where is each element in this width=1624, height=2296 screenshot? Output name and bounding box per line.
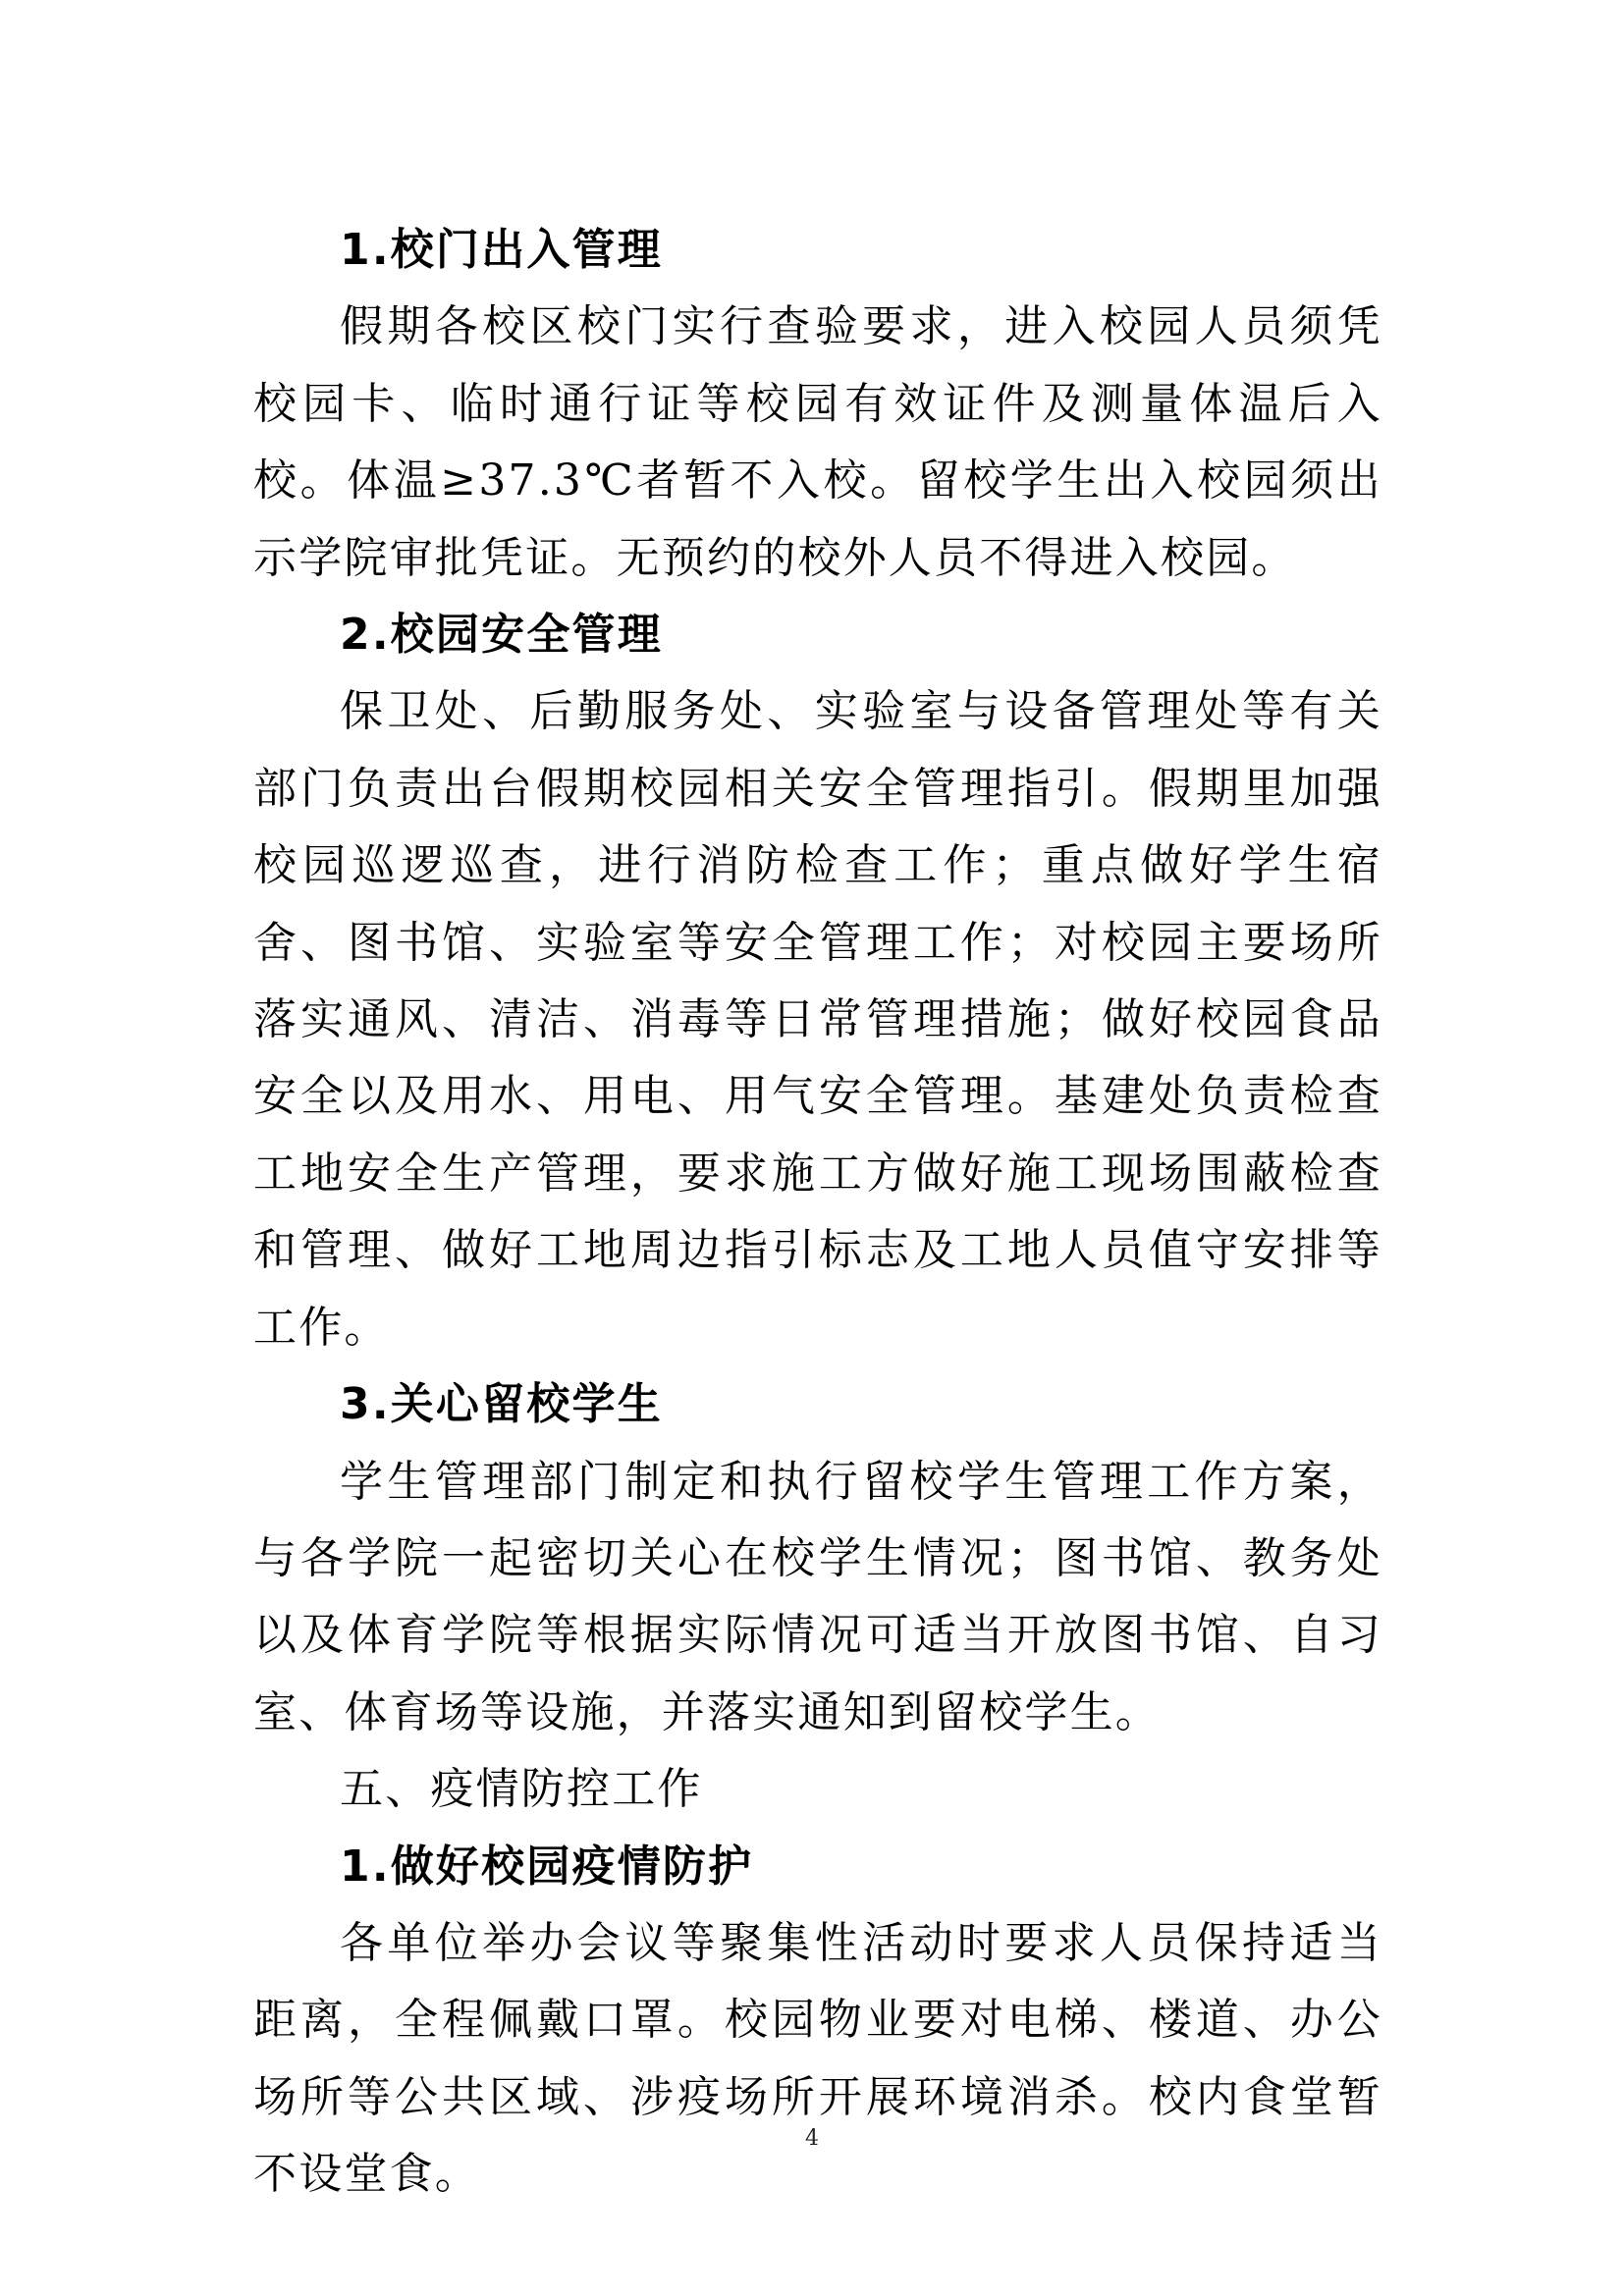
heading-gate-access-management: 1.校门出入管理 [340, 225, 663, 275]
document-body [253, 212, 1382, 2214]
heading-campus-safety-management: 2.校园安全管理 [340, 610, 663, 661]
section-title-epidemic-prevention: 五、疫情防控工作 [340, 1764, 703, 1815]
heading-campus-epidemic-protection: 1.做好校园疫情防护 [340, 1841, 754, 1892]
paragraph-campus-epidemic-protection: 各单位举办会议等聚集性活动时要求人员保持适当距离，全程佩戴口罩。校园物业要对电梯、楼道、办公场所等公共区域、涉疫场所开展环境消杀。校内食堂暂不设堂食。 [253, 1917, 1382, 2200]
paragraph-campus-safety-rules: 保卫处、后勤服务处、实验室与设备管理处等有关部门负责出台假期校园相关安全管理指引。假期里加强校园巡逻巡查，进行消防检查工作；重点做好学生宿舍、图书馆、实验室等安全管理工作；对校园主要场所落实通风、清洁、消毒等日常管理措施；做好校园食品安全以及用水、用电、用气安全管理。基建处负责检查工地安全生产管理，要求施工方做好施工现场围蔽检查和管理、做好工地周边指引标志及工地人员值守安排等工作。 [253, 686, 1382, 1353]
heading-care-for-students: 3.关心留校学生 [340, 1379, 663, 1430]
paragraph-gate-access-rules: 假期各校区校门实行查验要求，进入校园人员须凭校园卡、临时通行证等校园有效证件及测量体温后入校。体温≥37.3℃者暂不入校。留校学生出入校园须出示学院审批凭证。无预约的校外人员不得进入校园。 [253, 301, 1382, 583]
paragraph-care-for-students: 学生管理部门制定和执行留校学生管理工作方案，与各学院一起密切关心在校学生情况；图书馆、教务处以及体育学院等根据实际情况可适当开放图书馆、自习室、体育场等设施，并落实通知到留校学生。 [253, 1456, 1382, 1737]
page-number: 4 [805, 2126, 819, 2151]
